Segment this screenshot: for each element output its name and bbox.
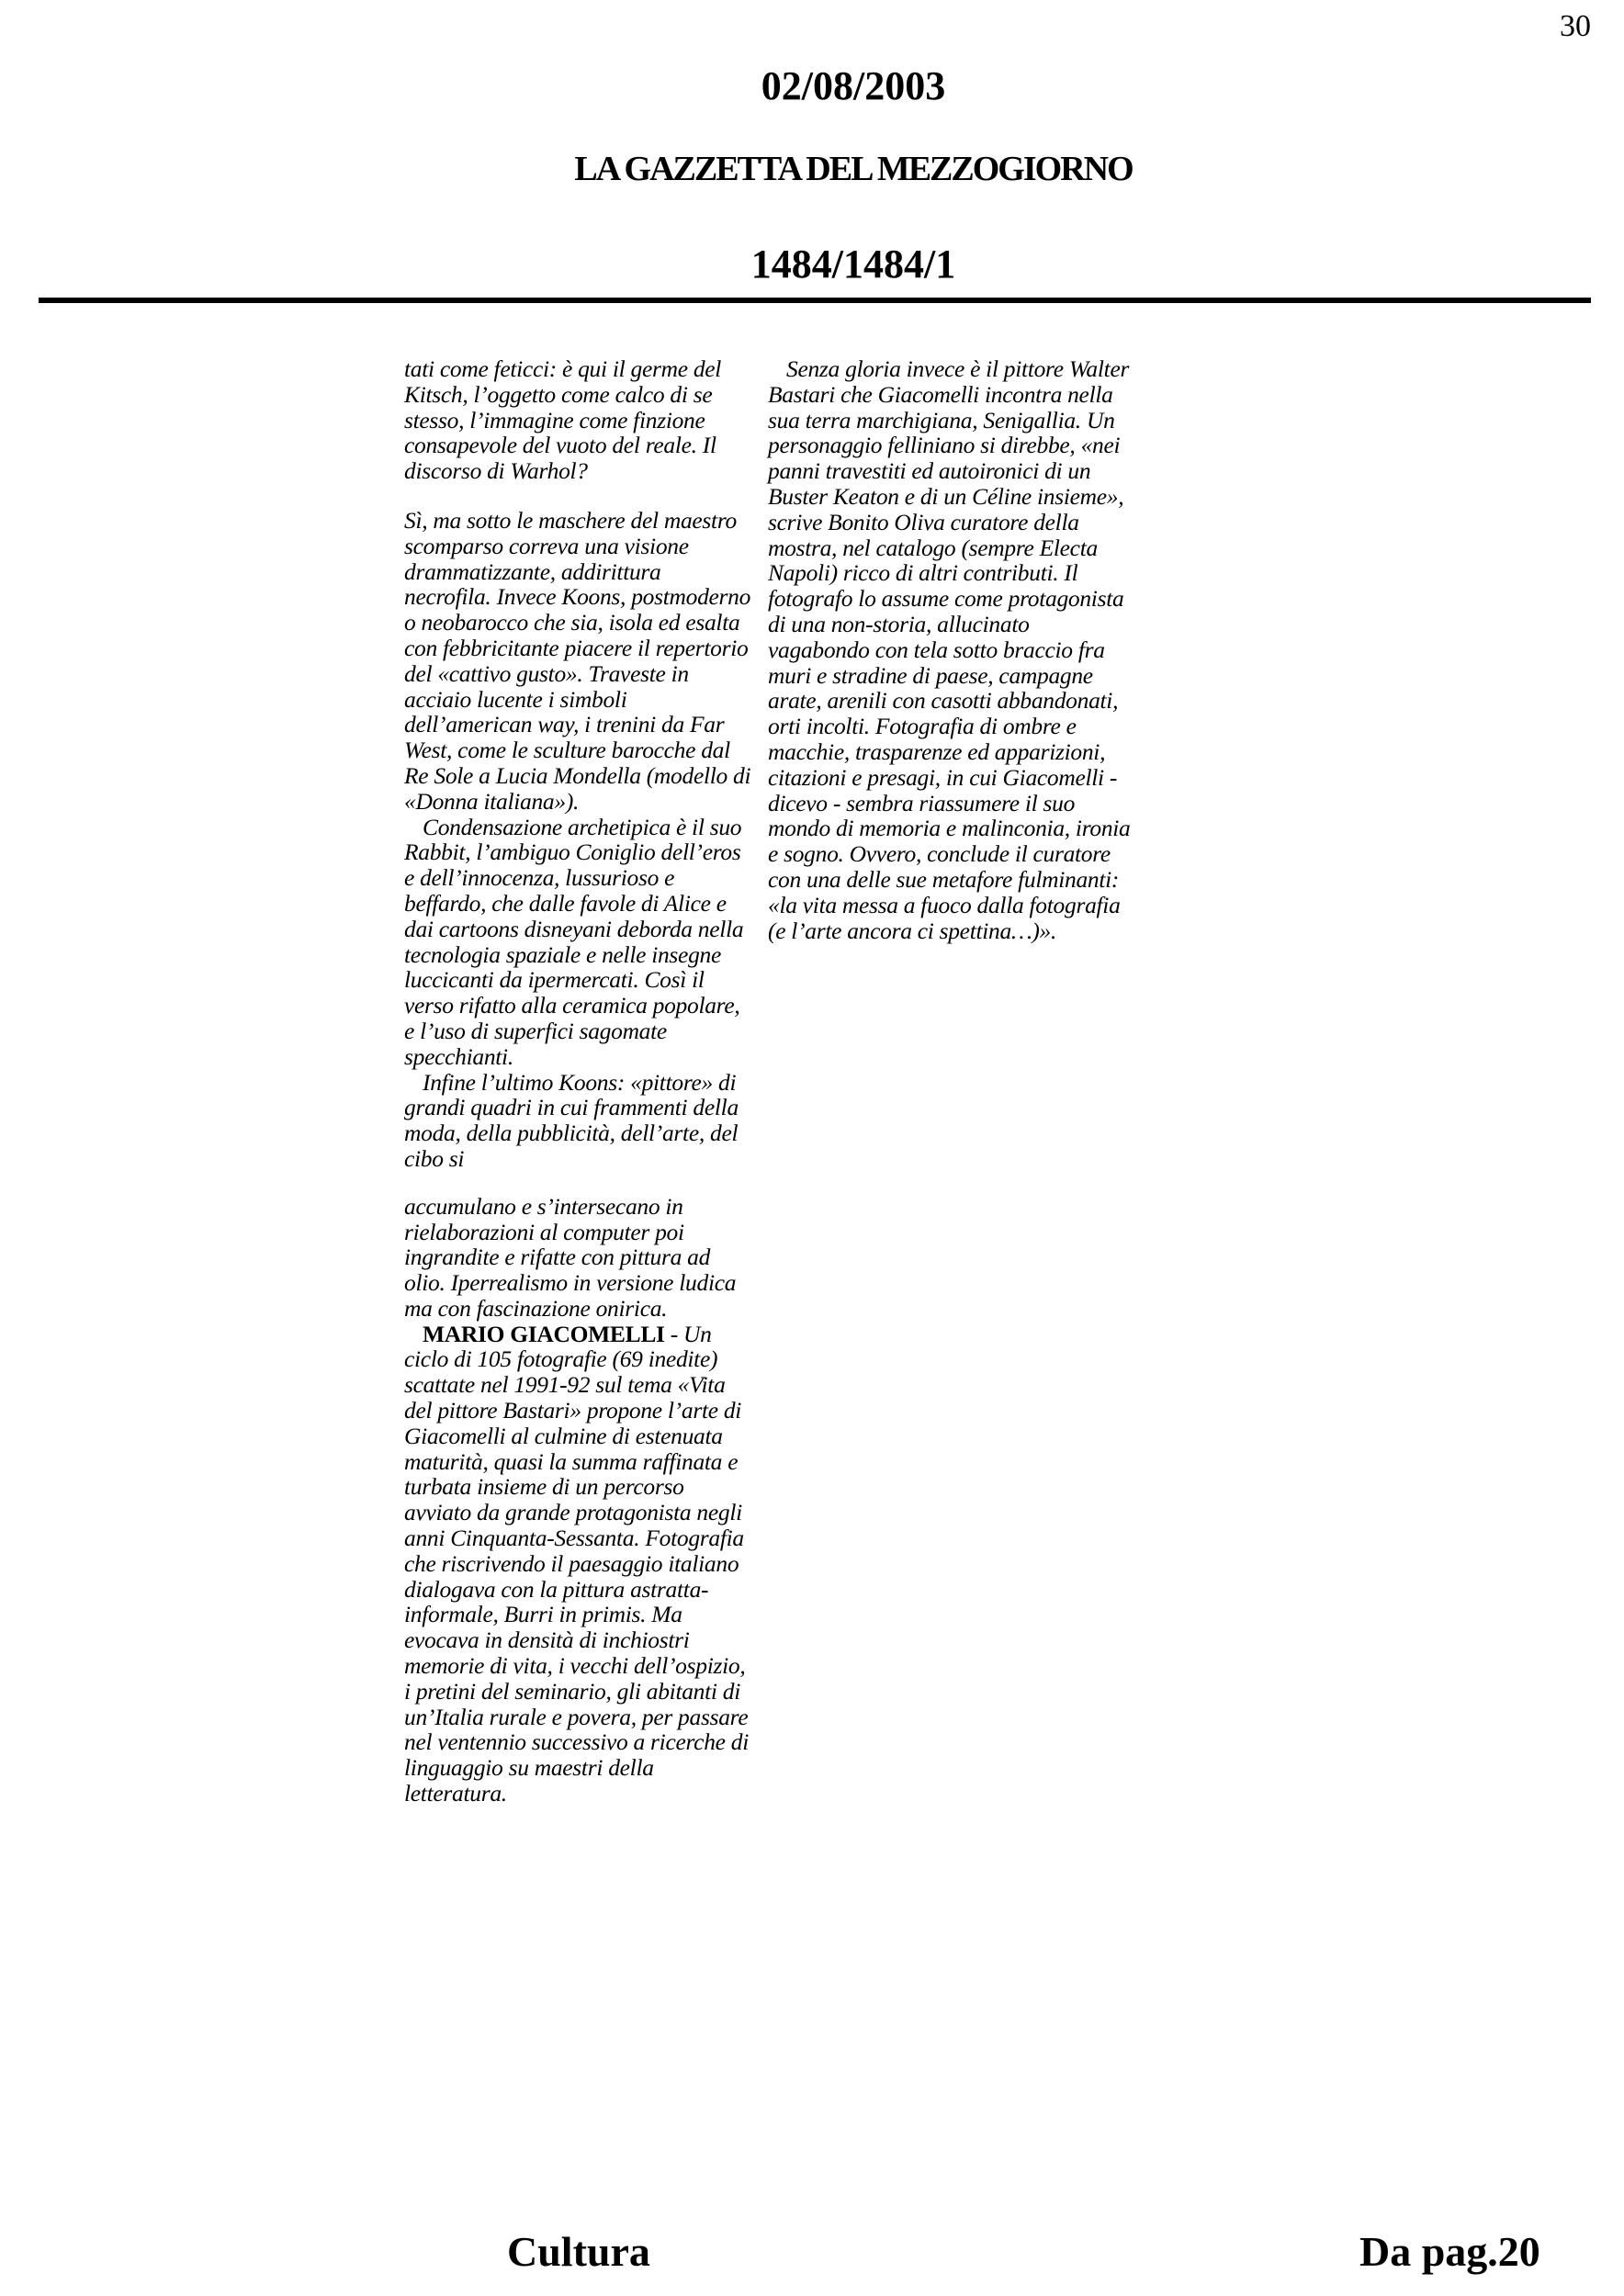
paragraph: accumulano e s’intersecano in rielaborazioni al computer poi ingrandite e rifatte con pittura ad olio. Iperrealismo in versione ludica ma con fascinazione onirica. xyxy=(404,1192,737,1322)
source-page: Da pag.20 xyxy=(1359,2228,1540,2275)
paragraph: Condensazione archetipica è il suo Rabbit, l’ambiguo Coniglio dell’eros e dell’innocenza, lussurioso e beffardo, che dalle favole di Alice e dai cartoons disneyani deborda nella tecnologia spaziale e nelle insegne luccicanti da ipermercati. Così il verso rifatto alla ceramica popolare, e l’uso di superfici sagomate specchianti. xyxy=(404,813,744,1070)
article-column-right xyxy=(768,356,1132,943)
page-number: 30 xyxy=(1560,9,1591,43)
article-reference: 1484/1484/1 xyxy=(750,242,956,287)
publication-date: 02/08/2003 xyxy=(761,63,946,108)
paragraph-text: - Un ciclo di 105 fotografie (69 inedite) scattate nel 1991-92 sul tema «Vita del pittore Bastari» propone l’arte di Giacomelli al culmine di estenuata maturità, quasi la summa raffinata e turbata insieme di un percorso avviato da grande protagonista negli anni Cinquanta-Sessanta. Fotografia che riscrivendo il paesaggio italiano dialogava con la pittura astratta-informale, Burri in primis. Ma evocava in densità di inchiostri memorie di vita, i vecchi dell’ospizio, i pretini del seminario, gli abitanti di un’Italia rurale e povera, per passare nel ventennio successivo a ricerche di linguaggio su maestri della letteratura. xyxy=(404,1320,749,1807)
header-divider xyxy=(39,298,1591,303)
paragraph xyxy=(404,1322,753,1806)
paragraph: Infine l’ultimo Koons: «pittore» di grandi quadri in cui frammenti della moda, della pubblicità, dell’arte, del cibo si xyxy=(404,1068,739,1172)
section-name: Cultura xyxy=(507,2228,650,2275)
paragraph: Senza gloria invece è il pittore Walter Bastari che Giacomelli incontra nella sua terra marchigiana, Senigallia. Un personaggio felliniano si direbbe, «nei panni travestiti ed autoironici di un Buster Keaton e di un Céline insieme», scrive Bonito Oliva curatore della mostra, nel catalogo (sempre Electa Napoli) ricco di altri contributi. Il fotografo lo assume come protagonista di una non-storia, allucinato vagabondo con tela sotto braccio fra muri e stradine di paese, campagne arate, arenili con casotti abbandonati, orti incolti. Fotografia di ombre e macchie, trasparenze ed apparizioni, citazioni e presagi, in cui Giacomelli - dicevo - sembra riassumere il suo mondo di memoria e malinconia, ironia e sogno. Ovvero, conclude il curatore con una delle sue metafore fulminanti: «la vita messa a fuoco dalla fotografia (e l’arte ancora ci spettina…)». xyxy=(768,355,1131,944)
paragraph: Sì, ma sotto le maschere del maestro scomparso correva una visione drammatizzante, addirittura necrofila. Invece Koons, postmoderno o neobarocco che sia, isola ed esalta con febbricitante piacere il repertorio del «cattivo gusto». Traveste in acciaio lucente i simboli dell’american way, i trenini da Far West, come le sculture barocche dal Re Sole a Lucia Mondella (modello di «Donna italiana»). xyxy=(404,506,751,815)
article-column-left xyxy=(404,356,753,1806)
newspaper-masthead: LA GAZZETTA DEL MEZZOGIORNO xyxy=(574,150,1133,188)
paragraph: tati come feticci: è qui il germe del Kitsch, l’oggetto come calco di se stesso, l’immagine come finzione consapevole del vuoto del reale. Il discorso di Warhol? xyxy=(404,355,722,485)
section-lead: MARIO GIACOMELLI xyxy=(423,1320,665,1347)
